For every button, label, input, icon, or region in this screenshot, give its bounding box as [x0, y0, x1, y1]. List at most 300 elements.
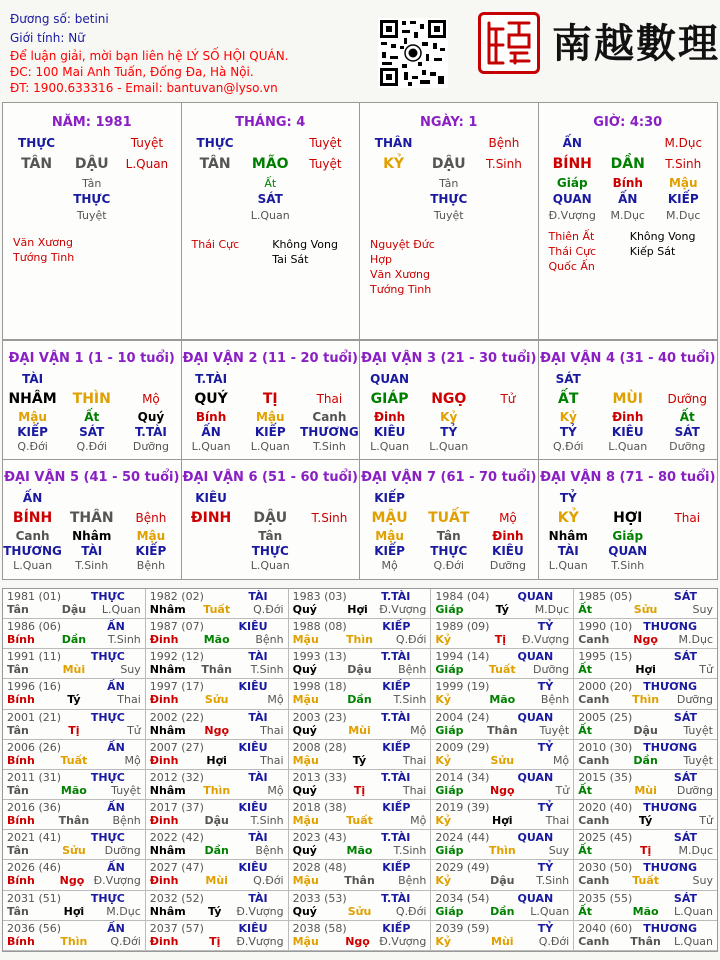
- earthly-branch: THÌN: [72, 391, 111, 407]
- hidden-stem: Đinh: [492, 528, 524, 543]
- year-cell[interactable]: [289, 649, 432, 679]
- earthly-branch: Thân: [630, 934, 661, 948]
- heavenly-stem: Giáp: [435, 783, 464, 797]
- earthly-branch: Thân: [58, 814, 90, 828]
- dai-van-4[interactable]: [539, 341, 718, 460]
- year-cell[interactable]: [3, 740, 146, 770]
- year-label: 2032 (52): [149, 891, 204, 905]
- earthly-branch: Thìn: [60, 934, 88, 948]
- ten-god: THƯƠNG: [643, 620, 697, 634]
- dai-van-3[interactable]: [360, 341, 539, 460]
- ten-god: TỶ: [537, 801, 554, 815]
- year-cell[interactable]: [431, 830, 574, 860]
- red-seal-logo: [478, 12, 540, 74]
- earthly-branch: Dần: [204, 844, 229, 858]
- phase-label: Thai: [260, 753, 284, 767]
- dai-van-1[interactable]: [3, 341, 182, 460]
- phase-label: Tuyệt: [111, 783, 141, 797]
- ten-god: TỶ: [537, 680, 554, 694]
- hidden-stem: THỰC: [430, 192, 468, 206]
- hidden-stem: KIÊU: [611, 424, 644, 439]
- year-cell[interactable]: [431, 589, 574, 619]
- four-pillars: [2, 102, 718, 340]
- year-cell[interactable]: [146, 589, 289, 619]
- heavenly-stem: Bính: [7, 693, 35, 707]
- year-cell[interactable]: [146, 770, 289, 800]
- heavenly-stem: Bính: [7, 633, 35, 647]
- heavenly-stem: Ất: [578, 723, 592, 737]
- year-cell[interactable]: [289, 589, 432, 619]
- heavenly-stem: Giáp: [435, 723, 464, 737]
- earthly-branch: Hợi: [492, 814, 513, 828]
- year-cell[interactable]: [146, 860, 289, 890]
- heavenly-stem: Ất: [578, 904, 592, 918]
- hidden-stem: THƯƠNG: [3, 543, 62, 558]
- hidden-stem: Tân: [82, 176, 102, 190]
- pillar-title: NĂM: 1981: [51, 115, 132, 130]
- owner-name: Đương số: betini: [10, 12, 109, 26]
- year-label: 1988 (08): [292, 620, 347, 634]
- star-name: Kiếp Sát: [629, 245, 676, 258]
- stars: [188, 237, 354, 267]
- year-cell[interactable]: [289, 830, 432, 860]
- ten-god: TÀI: [248, 891, 268, 905]
- ten-god: ẤN: [107, 921, 125, 935]
- ten-god: QUAN: [517, 891, 554, 905]
- heavenly-stem: Giáp: [435, 603, 464, 616]
- phase-label: T.Sinh: [393, 693, 427, 707]
- year-cell[interactable]: [289, 619, 432, 649]
- dai-van-2[interactable]: [182, 341, 361, 460]
- heavenly-stem: BÍNH: [12, 510, 53, 526]
- ten-god: T.TÀI: [381, 590, 411, 603]
- hidden-stem: Kỷ: [440, 409, 458, 424]
- year-cell[interactable]: [431, 860, 574, 890]
- year-label: 2010 (30): [578, 740, 633, 754]
- hidden-stem: TỶ: [440, 424, 458, 439]
- earthly-branch: Tị: [494, 633, 506, 647]
- hidden-stem: Quý: [137, 409, 165, 424]
- heavenly-stem: Kỷ: [435, 814, 452, 828]
- phase-label: Bệnh: [540, 693, 570, 707]
- year-label: 2033 (53): [292, 891, 347, 905]
- year-cell[interactable]: [3, 800, 146, 830]
- year-label: 2036 (56): [7, 921, 62, 935]
- earthly-branch: Hợi: [635, 663, 656, 677]
- ten-god: THƯƠNG: [643, 801, 697, 815]
- heavenly-stem: Ất: [578, 783, 592, 797]
- year-cell[interactable]: [431, 891, 574, 921]
- ten-god: KIẾP: [382, 921, 411, 935]
- year-label: 2015 (35): [578, 770, 633, 784]
- heavenly-stem: Ất: [578, 844, 592, 858]
- hidden-stem: Q.Đới: [553, 440, 584, 453]
- year-cell[interactable]: [574, 740, 717, 770]
- heavenly-stem: Đinh: [149, 753, 179, 767]
- annual-luck-table: [2, 588, 718, 952]
- hidden-stem: KIÊU: [492, 543, 524, 558]
- year-cell[interactable]: [574, 770, 717, 800]
- year-label: 1995 (15): [578, 650, 633, 664]
- star-name: Thái Cực: [548, 245, 597, 258]
- phase-label: T.Sinh: [311, 511, 348, 525]
- year-cell[interactable]: [431, 740, 574, 770]
- year-cell[interactable]: [289, 740, 432, 770]
- hidden-stem: Mộ: [381, 559, 398, 572]
- earthly-branch: Tuất: [60, 753, 88, 767]
- phase-label: Mộ: [410, 814, 427, 828]
- heavenly-stem: Mậu: [292, 633, 319, 647]
- year-label: 2026 (46): [7, 861, 62, 875]
- ten-god: ẤN: [107, 740, 125, 754]
- year-cell[interactable]: [146, 649, 289, 679]
- star-name: Văn Xương: [370, 268, 430, 281]
- phase-label: Tuyệt: [683, 753, 713, 767]
- earthly-branch: Hợi: [63, 904, 85, 918]
- qr-code[interactable]: [378, 18, 448, 88]
- earthly-branch: Dần: [61, 633, 87, 647]
- heavenly-stem: Đinh: [149, 874, 179, 888]
- earthly-branch: Tị: [68, 723, 80, 737]
- heavenly-stem: Tân: [7, 723, 29, 737]
- heavenly-stem: Nhâm: [149, 603, 186, 616]
- year-cell[interactable]: [431, 710, 574, 740]
- earthly-branch: THÂN: [69, 510, 114, 526]
- heavenly-stem: Tân: [7, 603, 29, 616]
- phase-label: Thai: [402, 783, 427, 797]
- year-cell[interactable]: [431, 679, 574, 709]
- ten-god: KIÊU: [238, 620, 268, 634]
- hidden-stem: KIẾP: [254, 424, 286, 439]
- year-cell[interactable]: [574, 649, 717, 679]
- heavenly-stem: Quý: [292, 603, 317, 616]
- hidden-stem: QUAN: [608, 543, 648, 558]
- ten-god: SÁT: [673, 770, 697, 784]
- heavenly-stem: Quý: [292, 844, 317, 858]
- heavenly-stem: Giáp: [435, 844, 464, 858]
- year-cell[interactable]: [289, 891, 432, 921]
- phase-label: Q.Đới: [395, 904, 427, 918]
- ten-god: ẤN: [562, 136, 582, 150]
- earthly-branch: Ngọ: [633, 633, 658, 647]
- dai-van-title: ĐẠI VẬN 8 (71 - 80 tuổi): [540, 470, 716, 485]
- year-cell[interactable]: [431, 921, 574, 951]
- hidden-stem: L.Quan: [250, 440, 290, 453]
- pillar-title: NGÀY: 1: [420, 115, 478, 130]
- heavenly-stem: Kỷ: [435, 633, 452, 647]
- ten-god: TỶ: [537, 861, 554, 875]
- hidden-stem: L.Quan: [548, 559, 588, 572]
- earthly-branch: Mùi: [62, 663, 86, 677]
- earthly-branch: Dậu: [204, 814, 229, 828]
- year-cell[interactable]: [574, 921, 717, 951]
- year-cell[interactable]: [3, 710, 146, 740]
- year-cell[interactable]: [146, 710, 289, 740]
- year-cell[interactable]: [289, 860, 432, 890]
- heavenly-stem: KỶ: [557, 510, 579, 526]
- phase-label: T.Sinh: [250, 814, 284, 828]
- year-cell[interactable]: [574, 860, 717, 890]
- heavenly-stem: Đinh: [149, 633, 179, 647]
- star-name: Tướng Tinh: [13, 251, 75, 264]
- ten-god: ẤN: [107, 801, 125, 815]
- year-label: 2018 (38): [292, 801, 347, 815]
- year-label: 1989 (09): [435, 620, 490, 634]
- heavenly-stem: Tân: [7, 844, 29, 858]
- phase-label: Tử: [699, 663, 713, 677]
- year-cell[interactable]: [146, 679, 289, 709]
- hidden-stem: L.Quan: [429, 440, 469, 453]
- year-cell[interactable]: [3, 589, 146, 619]
- year-label: 2024 (44): [435, 831, 490, 845]
- year-label: 2002 (22): [149, 710, 204, 724]
- hidden-stem: T.TÀI: [134, 424, 167, 439]
- year-cell[interactable]: [146, 619, 289, 649]
- phase-label: Suy: [692, 603, 713, 616]
- hidden-stem: Ất: [84, 409, 100, 424]
- heavenly-stem: Tân: [7, 663, 29, 677]
- ten-god: QUAN: [517, 770, 554, 784]
- year-cell[interactable]: [574, 589, 717, 619]
- phase-label: Dưỡng: [104, 844, 141, 858]
- year-label: 2016 (36): [7, 801, 62, 815]
- dai-van-title: ĐẠI VẬN 6 (51 - 60 tuổi): [182, 470, 358, 485]
- ten-god: QUAN: [370, 372, 410, 386]
- year-cell[interactable]: [289, 921, 432, 951]
- year-cell[interactable]: [3, 619, 146, 649]
- phase-label: T.Sinh: [393, 844, 427, 858]
- dai-van-7[interactable]: [360, 460, 539, 579]
- year-label: 2008 (28): [292, 740, 347, 754]
- year-label: 2020 (40): [578, 801, 633, 815]
- earthly-branch: Dậu: [61, 603, 87, 616]
- ten-god: TÀI: [248, 650, 268, 664]
- year-cell[interactable]: [146, 891, 289, 921]
- phase-label: M.Dục: [106, 904, 141, 918]
- year-cell[interactable]: [574, 800, 717, 830]
- year-cell[interactable]: [3, 860, 146, 890]
- year-label: 2005 (25): [578, 710, 633, 724]
- ten-god: THƯƠNG: [643, 740, 697, 754]
- hidden-stem: Bệnh: [136, 559, 166, 572]
- phase-label: Tử: [699, 814, 713, 828]
- heavenly-stem: Nhâm: [149, 904, 186, 918]
- star-name: Tai Sát: [272, 253, 309, 266]
- heavenly-stem: MẬU: [371, 510, 408, 526]
- hidden-stem: THỰC: [430, 543, 468, 558]
- dai-van-5[interactable]: [3, 460, 182, 579]
- year-label: 2013 (33): [292, 770, 347, 784]
- year-cell[interactable]: [289, 800, 432, 830]
- hidden-stem: THƯƠNG: [300, 424, 359, 439]
- heavenly-stem: Giáp: [435, 663, 464, 677]
- ten-god: THỰC: [90, 891, 125, 905]
- dai-van-8[interactable]: [539, 460, 718, 579]
- hidden-stem: Dưỡng: [669, 440, 706, 453]
- year-cell[interactable]: [146, 921, 289, 951]
- year-label: 1984 (04): [435, 590, 490, 603]
- heavenly-stem: Nhâm: [149, 663, 186, 677]
- phase-label: Bệnh: [398, 874, 427, 888]
- year-label: 1985 (05): [578, 590, 633, 603]
- ten-god: KIÊU: [195, 491, 227, 505]
- year-cell[interactable]: [146, 800, 289, 830]
- ten-god: THỰC: [90, 710, 125, 724]
- hidden-stem: THỰC: [251, 543, 289, 558]
- year-cell[interactable]: [289, 770, 432, 800]
- hidden-stem: Q.Đới: [17, 440, 48, 453]
- hidden-stem: Bính: [612, 176, 643, 190]
- hidden-stem: ẤN: [201, 424, 221, 439]
- hidden-stem: Mậu: [136, 528, 166, 543]
- heavenly-stem: Canh: [578, 874, 610, 888]
- earthly-branch: Mùi: [348, 723, 371, 737]
- star-name: Thái Cực: [191, 238, 240, 251]
- dai-van-6[interactable]: [182, 460, 361, 579]
- heavenly-stem: Bính: [7, 934, 35, 948]
- ten-god: THƯƠNG: [643, 680, 697, 694]
- year-cell[interactable]: [3, 891, 146, 921]
- year-cell[interactable]: [431, 649, 574, 679]
- hidden-stem: SÁT: [674, 424, 700, 439]
- earthly-branch: NGỌ: [431, 391, 467, 407]
- year-label: 1994 (14): [435, 650, 490, 664]
- pillar-2: [360, 103, 539, 339]
- ten-god: ẤN: [107, 680, 125, 694]
- year-cell[interactable]: [3, 649, 146, 679]
- phase-label: Tử: [500, 392, 516, 406]
- ten-god: TỶ: [559, 491, 577, 505]
- year-cell[interactable]: [431, 770, 574, 800]
- year-cell[interactable]: [574, 830, 717, 860]
- ten-god: KIẾP: [382, 620, 411, 634]
- year-cell[interactable]: [289, 679, 432, 709]
- year-cell[interactable]: [574, 679, 717, 709]
- ten-god: THƯƠNG: [643, 921, 697, 935]
- phase-label: Đ.Vượng: [379, 603, 427, 616]
- phase-label: Dưỡng: [667, 392, 707, 406]
- hidden-stem: Mậu: [255, 409, 285, 424]
- phase-label: Đ.Vượng: [236, 934, 284, 948]
- earthly-branch: Mão: [346, 844, 373, 858]
- hidden-stem: Tuyệt: [433, 208, 464, 222]
- heavenly-stem: Canh: [578, 934, 610, 948]
- phase-label: L.Quan: [101, 603, 141, 616]
- year-cell[interactable]: [431, 619, 574, 649]
- heavenly-stem: Canh: [578, 693, 610, 707]
- hidden-stem: Ất: [264, 176, 277, 190]
- ten-god: THƯƠNG: [643, 861, 697, 875]
- earthly-branch: Ngọ: [59, 874, 85, 888]
- phase-label: Mộ: [267, 783, 284, 797]
- ten-god: SÁT: [673, 590, 697, 603]
- hidden-stem: T.Sinh: [312, 440, 346, 453]
- earthly-branch: Dần: [347, 693, 372, 707]
- phase-label: Mộ: [552, 753, 570, 767]
- hidden-stem: Kỷ: [559, 409, 577, 424]
- hidden-stem: THỰC: [73, 192, 111, 206]
- earthly-branch: Tý: [208, 904, 222, 918]
- hidden-stem: Canh: [15, 528, 50, 543]
- star-name: Quốc Ấn: [548, 260, 595, 273]
- heavenly-stem: ẤT: [558, 391, 579, 407]
- year-cell[interactable]: [3, 770, 146, 800]
- ten-god: ẤN: [107, 861, 125, 875]
- hidden-stem: KIÊU: [373, 424, 406, 439]
- year-label: 2021 (41): [7, 831, 62, 845]
- year-label: 1993 (13): [292, 650, 347, 664]
- year-label: 2014 (34): [435, 770, 490, 784]
- hidden-stem: L.Quan: [370, 440, 410, 453]
- year-cell[interactable]: [3, 679, 146, 709]
- hidden-stem: Đ.Vượng: [548, 208, 596, 222]
- year-cell[interactable]: [289, 710, 432, 740]
- phase-label: M.Dục: [678, 844, 713, 858]
- year-cell[interactable]: [574, 619, 717, 649]
- phase-label: L.Quan: [530, 904, 570, 918]
- hidden-stem: Q.Đới: [433, 559, 464, 572]
- heavenly-stem: Mậu: [292, 874, 319, 888]
- star-name: Văn Xương: [13, 236, 73, 249]
- ten-god: SÁT: [673, 650, 697, 664]
- hidden-stem: Tuyệt: [76, 208, 107, 222]
- heavenly-stem: Mậu: [292, 753, 319, 767]
- year-cell[interactable]: [574, 710, 717, 740]
- phase-label: L.Quan: [125, 157, 169, 171]
- earthly-branch: Mùi: [491, 934, 514, 948]
- year-cell[interactable]: [431, 800, 574, 830]
- year-label: 2007 (27): [149, 740, 204, 754]
- phase-label: Tuyệt: [683, 723, 713, 737]
- year-cell[interactable]: [3, 921, 146, 951]
- earthly-branch: DẬU: [74, 156, 109, 172]
- hidden-stem: L.Quan: [191, 440, 231, 453]
- year-cell[interactable]: [146, 740, 289, 770]
- phase-label: Bệnh: [135, 511, 167, 525]
- heavenly-stem: Quý: [292, 663, 317, 677]
- earthly-branch: Tuất: [488, 663, 516, 677]
- ten-god: SÁT: [673, 891, 697, 905]
- earthly-branch: Thân: [344, 874, 375, 888]
- hidden-stem: L.Quan: [13, 559, 53, 572]
- pillar-title: THÁNG: 4: [235, 115, 306, 130]
- heavenly-stem: Mậu: [292, 934, 319, 948]
- earthly-branch: DẬU: [253, 510, 288, 526]
- earthly-branch: Dậu: [347, 663, 372, 677]
- year-cell[interactable]: [146, 830, 289, 860]
- year-label: 2037 (57): [149, 921, 204, 935]
- year-cell[interactable]: [3, 830, 146, 860]
- stars: [9, 235, 175, 265]
- phase-label: Đ.Vượng: [93, 874, 141, 888]
- hidden-stem: Mậu: [375, 528, 404, 543]
- hidden-stem: SÁT: [257, 192, 283, 206]
- ten-god: KIÊU: [238, 801, 268, 815]
- phase-label: Dưỡng: [676, 783, 713, 797]
- hidden-stem: Đinh: [612, 409, 644, 424]
- ten-god: THỰC: [18, 136, 56, 150]
- phase-label: Thai: [117, 693, 141, 707]
- earthly-branch: Thìn: [632, 693, 660, 707]
- heavenly-stem: TÂN: [199, 156, 231, 172]
- hidden-stem: KIẾP: [17, 424, 48, 439]
- ten-god: TỶ: [537, 921, 554, 935]
- pillar-3: [539, 103, 718, 339]
- year-cell[interactable]: [574, 891, 717, 921]
- heavenly-stem: Kỷ: [435, 693, 452, 707]
- earthly-branch: Mão: [489, 693, 516, 707]
- phase-label: Q.Đới: [253, 603, 284, 616]
